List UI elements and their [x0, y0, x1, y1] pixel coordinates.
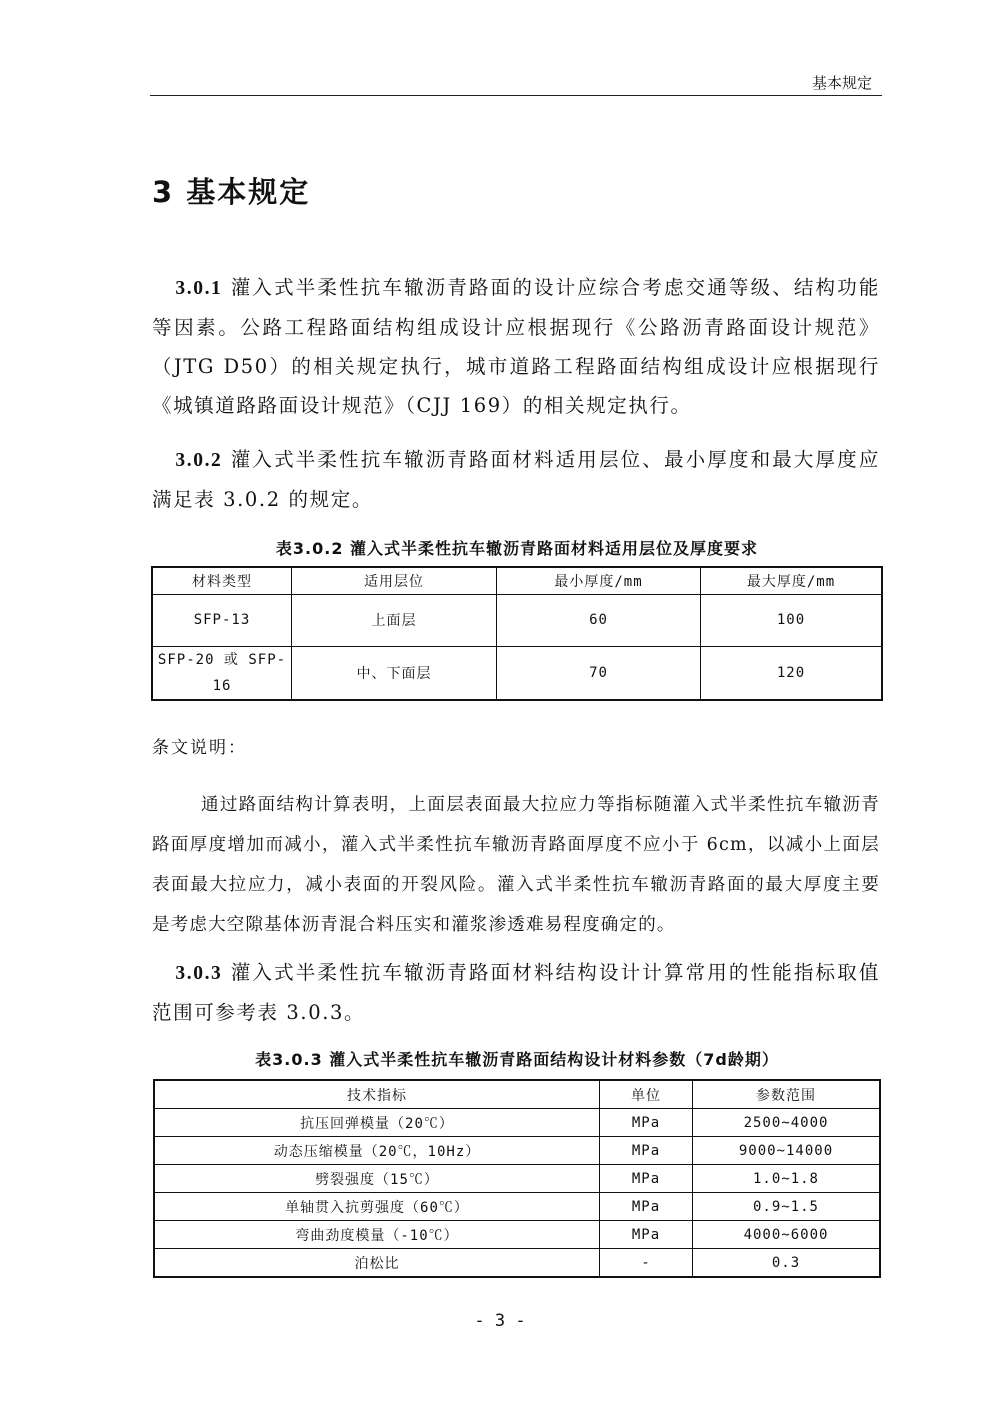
table-cell: MPa — [600, 1193, 693, 1221]
table-header-row — [152, 567, 882, 594]
table-cell: MPa — [600, 1109, 693, 1137]
table-cell: MPa — [600, 1137, 693, 1165]
table-3-0-3-caption: 表3.0.3 灌入式半柔性抗车辙沥青路面结构设计材料参数（7d龄期） — [255, 1050, 779, 1069]
table-cell: 120 — [701, 646, 883, 700]
table-row — [154, 1109, 880, 1137]
table-cell: 上面层 — [292, 594, 497, 646]
table-header-row — [154, 1080, 880, 1109]
table-3-0-2-caption: 表3.0.2 灌入式半柔性抗车辙沥青路面材料适用层位及厚度要求 — [275, 539, 759, 558]
note-text: 通过路面结构计算表明，上面层表面最大拉应力等指标随灌入式半柔性抗车辙沥青路面厚度增加而减小，灌入式半柔性抗车辙沥青路面厚度不应小于 6cm，以减小上面层表面最大拉应力，减小表面的开裂风险。灌入式半柔性抗车辙沥青路面的最大厚度主要是考虑大空隙基体沥青混合料压实和灌浆渗透难易程度确定的。 — [152, 795, 880, 935]
table-cell: 0.3 — [693, 1249, 881, 1278]
clause-3-0-3 — [152, 953, 880, 1032]
clause-text: 灌入式半柔性抗车辙沥青路面材料适用层位、最小厚度和最大厚度应满足表 3.0.2 的规定。 — [152, 448, 880, 511]
table-header-cell: 最小厚度/mm — [497, 567, 701, 594]
table-header-cell: 单位 — [600, 1080, 693, 1109]
table-row — [154, 1193, 880, 1221]
table-cell: 2500~4000 — [693, 1109, 881, 1137]
table-3-0-3 — [153, 1079, 881, 1278]
clause-text: 灌入式半柔性抗车辙沥青路面材料结构设计计算常用的性能指标取值范围可参考表 3.0.3。 — [152, 961, 880, 1024]
table-cell: 70 — [497, 646, 701, 700]
table-cell: 1.0~1.8 — [693, 1165, 881, 1193]
table-cell: 动态压缩模量（20℃，10Hz） — [154, 1137, 600, 1165]
clause-text: 灌入式半柔性抗车辙沥青路面的设计应综合考虑交通等级、结构功能等因素。公路工程路面结构组成设计应根据现行《公路沥青路面设计规范》（JTG D50）的相关规定执行，城市道路工程路面结构组成设计应根据现行《城镇道路路面设计规范》（CJJ 169）的相关规定执行。 — [152, 276, 880, 417]
table-cell: 60 — [497, 594, 701, 646]
table-header-cell: 材料类型 — [152, 567, 292, 594]
table-cell: - — [600, 1249, 693, 1278]
clause-3-0-1 — [152, 268, 880, 425]
table-cell: 0.9~1.5 — [693, 1193, 881, 1221]
table-row — [154, 1165, 880, 1193]
clause-3-0-2 — [152, 440, 880, 519]
table-row — [154, 1137, 880, 1165]
table-cell: 抗压回弹模量（20℃） — [154, 1109, 600, 1137]
table-header-cell: 适用层位 — [292, 567, 497, 594]
chapter-title: 3 基本规定 — [152, 175, 311, 209]
table-cell: SFP-20 或 SFP-16 — [152, 646, 292, 700]
table-row — [154, 1221, 880, 1249]
table-cell: SFP-13 — [152, 594, 292, 646]
clause-number: 3.0.2 — [175, 450, 223, 471]
running-header: 基本规定 — [811, 74, 872, 92]
table-cell: 弯曲劲度模量（-10℃） — [154, 1221, 600, 1249]
table-header-cell: 技术指标 — [154, 1080, 600, 1109]
table-cell: 泊松比 — [154, 1249, 600, 1278]
table-row — [152, 594, 882, 646]
note-label: 条文说明： — [152, 738, 247, 758]
table-header-cell: 参数范围 — [693, 1080, 881, 1109]
table-cell: 9000~14000 — [693, 1137, 881, 1165]
table-cell: 劈裂强度（15℃） — [154, 1165, 600, 1193]
table-cell: 中、下面层 — [292, 646, 497, 700]
table-row — [152, 646, 882, 700]
header-rule — [150, 95, 882, 96]
page-number: - 3 - — [474, 1311, 526, 1331]
clause-number: 3.0.3 — [175, 963, 223, 984]
table-cell: 100 — [701, 594, 883, 646]
clause-number: 3.0.1 — [175, 278, 223, 299]
table-cell: MPa — [600, 1221, 693, 1249]
table-row — [154, 1249, 880, 1278]
table-cell: MPa — [600, 1165, 693, 1193]
table-3-0-2 — [151, 566, 883, 701]
table-cell: 单轴贯入抗剪强度（60℃） — [154, 1193, 600, 1221]
table-cell: 4000~6000 — [693, 1221, 881, 1249]
table-header-cell: 最大厚度/mm — [701, 567, 883, 594]
